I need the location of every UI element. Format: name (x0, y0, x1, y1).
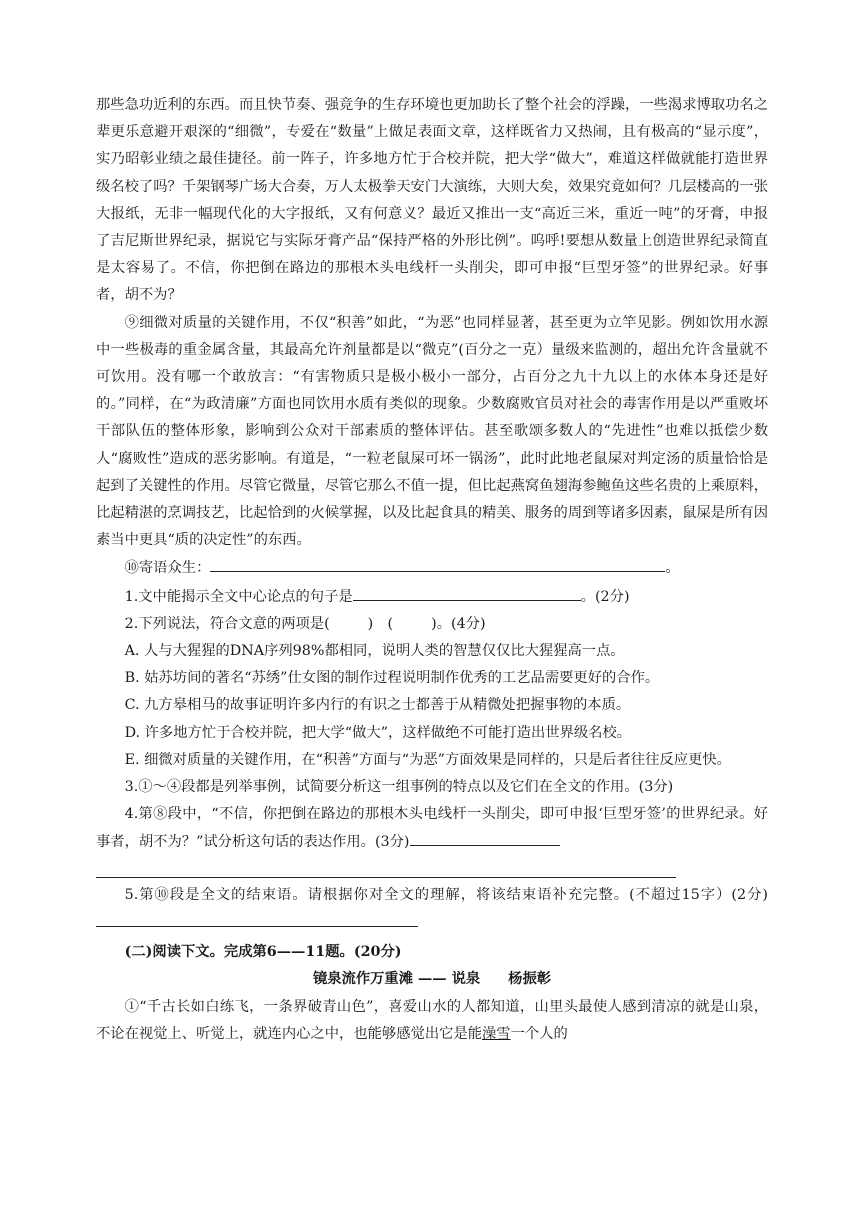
paragraph-1-tail: 一个人的 (510, 1025, 568, 1042)
option-e: E. 细微对质量的关键作用，在“积善”方面与“为恶”方面效果是同样的，只是后者往往反应更快。 (124, 751, 731, 768)
underlined-word: 澡雪 (482, 1025, 511, 1042)
paragraph-1-text: ①“千古长如白练飞，一条界破青山色”，喜爱山水的人都知道，山里头最使人感到清凉的就是山泉，不论在视觉上、听觉上，就连内心之中，也能够感觉出它是能 (96, 998, 768, 1042)
answer-line-q4[interactable] (96, 857, 676, 878)
question-2 (96, 611, 768, 638)
option-b: B. 姑苏坊间的著名“苏绣”仕女图的制作过程说明制作优秀的工艺品需要更好的合作。 (124, 670, 660, 687)
option-c: C. 九方皋相马的故事证明许多内行的有识之士都善于从精微处把握事物的本质。 (124, 697, 631, 714)
answer-blank-q5[interactable] (96, 909, 418, 927)
question-1-text: 1.文中能揭示全文中心论点的句子是 (124, 588, 353, 605)
answer-blank-para10[interactable] (210, 554, 665, 572)
paragraph-8-continued: 那些急功近利的东西。而且快节奏、强竞争的生存环境也更加助长了整个社会的浮躁，一些渴求博取功名之辈更乐意避开艰深的“细微”，专爱在“数量”上做足表面文章，这样既省力又热闹，且有极高的“显示度”，实乃昭彰业绩之最佳捷径。前一阵子，许多地方忙于合校并院，把大学“做大”，难道这样做就能打造世界级名校了吗？千架钢琴广场大合奏，万人太极拳天安门大演练，大则大矣，效果究竟如何？几层楼高的一张大报纸，无非一幅现代化的大字报纸，又有何意义？最近又推出一支“高近三米，重近一吨”的牙膏，申报了吉尼斯世界纪录，据说它与实际牙膏产品“保持严格的外形比例”。呜呼!要想从数量上创造世界纪录简直是太容易了。不信，你把倒在路边的那根木头电线杆一头削尖，即可申报“巨型牙签”的世界纪录。好事者，胡不为？ (96, 97, 768, 304)
question-1-score: 。(2分) (580, 588, 630, 605)
paragraph-1 (96, 994, 768, 1048)
question-2-text-b: ) ( (367, 615, 394, 632)
question-3: 3.①～④段都是列举事例，试简要分析这一组事例的特点以及它们在全文的作用。(3分) (124, 779, 674, 796)
question-5-text: 5.第⑩段是全文的结束语。请根据你对全文的理解，将该结束语补充完整。(不超过15字）(2分) (124, 886, 768, 903)
option-d: D. 许多地方忙于合校并院，把大学“做大”，这样做绝不可能打造出世界级名校。 (124, 724, 632, 741)
question-4 (96, 801, 768, 856)
article-title-text: 镜泉流作万重滩 —— 说泉 (312, 971, 481, 988)
question-4-text: 4.第⑧段中，“不信，你把倒在路边的那根木头电线杆一头削尖，即可申报‘巨型牙签’的世界纪录。好事者，胡不为？”试分析这句话的表达作用。(3分) (96, 806, 768, 851)
question-2-text-a: 2.下列说法，符合文意的两项是( (124, 615, 330, 632)
answer-blank-q4[interactable] (410, 828, 560, 846)
question-1 (96, 583, 768, 611)
question-5 (96, 882, 768, 937)
section-heading: (二)阅读下文。完成第6——11题。(20分) (124, 944, 402, 961)
article-title (96, 966, 768, 993)
paragraph-10-prefix: ⑩寄语众生： (124, 560, 211, 577)
question-2-text-c: )。(4分) (431, 615, 486, 632)
paragraph-9: ⑨细微对质量的关键作用，不仅“积善”如此，“为恶”也同样显著，甚至更为立竿见影。例如饮用水源中一些极毒的重金属含量，其最高允许剂量都是以“微克”(百分之一克）量级来监测的，超出允许含量就不可饮用。没有哪一个敢放言：“有害物质只是极小极小一部分，占百分之九十九以上的水体本身还是好的。”同样，在“为政清廉”方面也同饮用水质有类似的现象。少数腐败官员对社会的毒害作用是以严重败坏干部队伍的整体形象，影响到公众对干部素质的整体评估。甚至歌颂多数人的“先进性”也难以抵偿少数人“腐败性”造成的恶劣影响。有道是，“一粒老鼠屎可坏一锅汤”，此时此地老鼠屎对判定汤的质量恰恰是起到了关键性的作用。尽管它微量，尽管它那么不值一提，但比起燕窝鱼翅海参鲍鱼这些名贵的上乘原料，比起精湛的烹调技艺，比起恰到的火候掌握，以及比起食具的精美、服务的周到等诸多因素，鼠屎是所有因素当中更具“质的决定性”的东西。 (96, 314, 768, 549)
paragraph-10 (96, 554, 768, 582)
answer-blank-q1[interactable] (353, 583, 581, 601)
paragraph-10-suffix: 。 (665, 560, 680, 577)
article-author: 杨振彰 (508, 971, 552, 988)
option-a: A. 人与大猩猩的DNA序列98%都相同，说明人类的智慧仅仅比大猩猩高一点。 (124, 643, 625, 660)
